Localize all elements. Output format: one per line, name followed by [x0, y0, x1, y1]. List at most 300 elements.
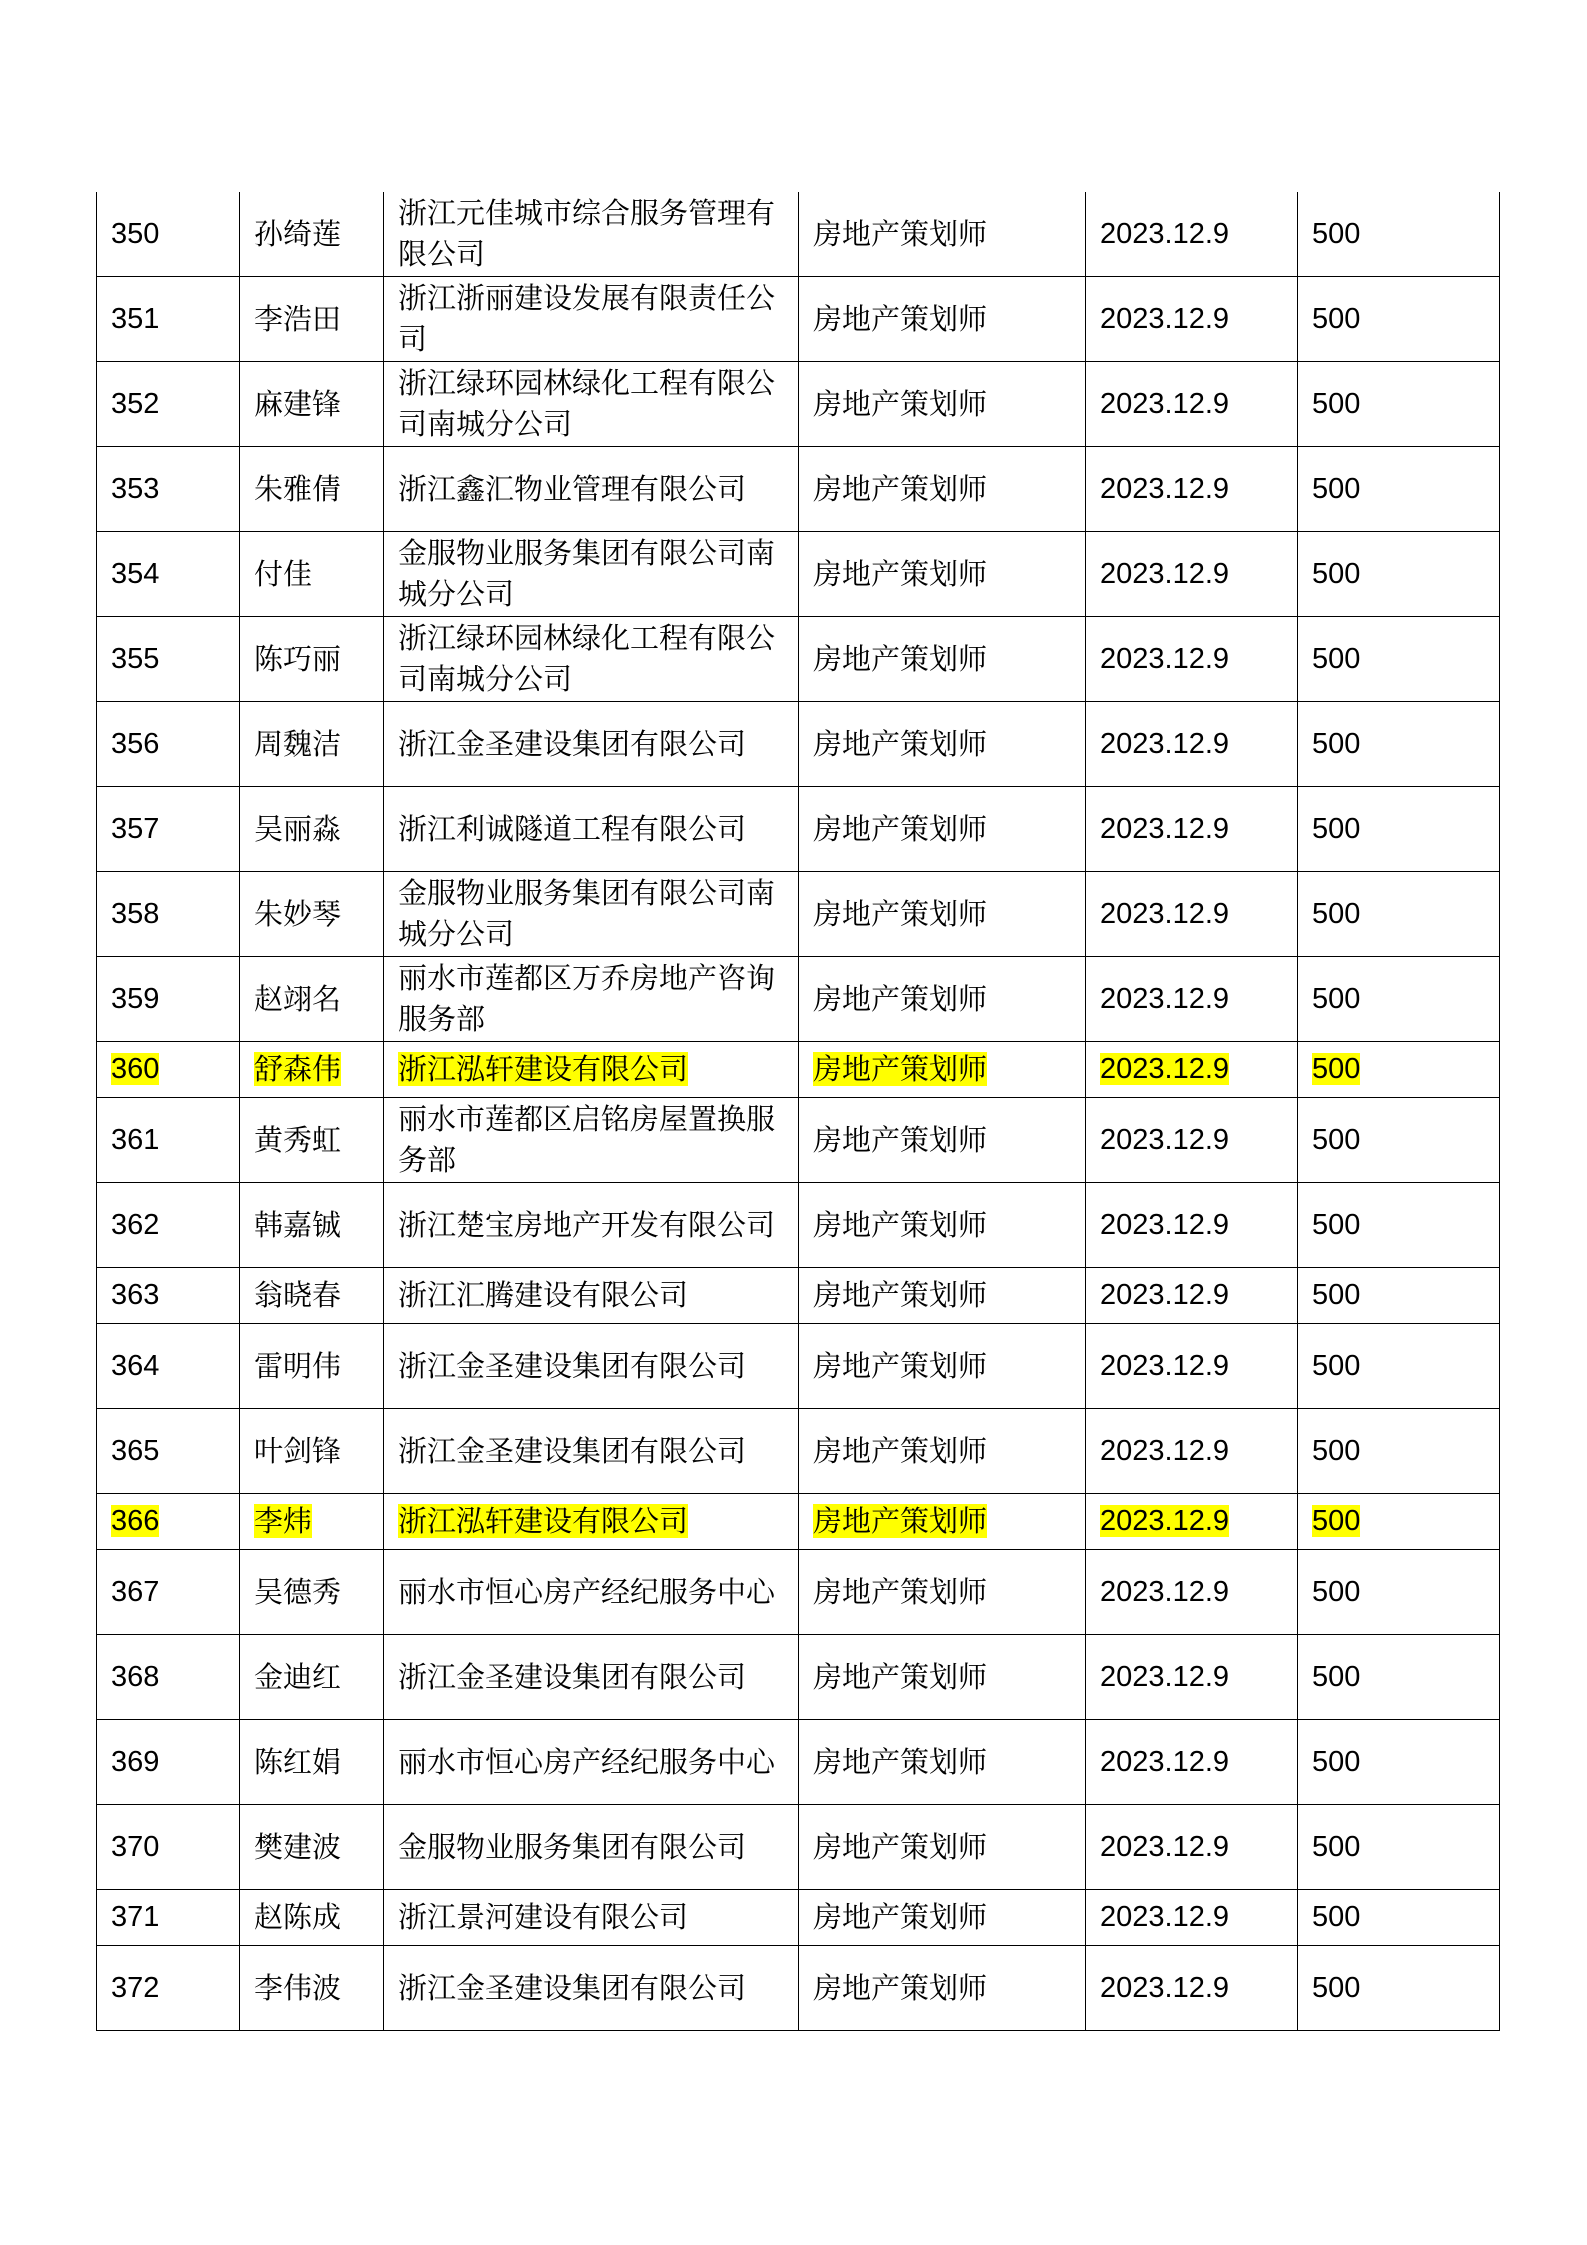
person-name: 陈红娟	[254, 1744, 342, 1779]
person-name-cell	[240, 1042, 384, 1098]
table-row	[97, 1268, 1500, 1324]
company-name: 浙江泓轩建设有限公司	[398, 1052, 689, 1086]
company-name-cell	[384, 447, 799, 532]
date: 2023.12.9	[1100, 1745, 1230, 1778]
date-cell	[1086, 872, 1298, 957]
amount: 500	[1312, 302, 1361, 335]
person-name: 周魏洁	[254, 726, 342, 761]
amount-cell	[1298, 1635, 1500, 1720]
person-name: 吴丽淼	[254, 811, 342, 846]
table-row	[97, 617, 1500, 702]
company-name-cell	[384, 1720, 799, 1805]
row-number-cell	[97, 1946, 240, 2031]
person-name-cell	[240, 617, 384, 702]
occupation: 房地产策划师	[813, 1744, 988, 1779]
occupation-cell	[799, 702, 1086, 787]
date-cell	[1086, 1494, 1298, 1550]
row-number: 365	[111, 1434, 160, 1467]
amount: 500	[1312, 812, 1361, 845]
date-cell	[1086, 957, 1298, 1042]
date: 2023.12.9	[1100, 897, 1230, 930]
occupation-cell	[799, 1946, 1086, 2031]
row-number-cell	[97, 277, 240, 362]
date: 2023.12.9	[1100, 982, 1230, 1015]
subsidy-roster-table	[96, 192, 1500, 2031]
table-row	[97, 1890, 1500, 1946]
amount: 500	[1312, 982, 1361, 1015]
amount-cell	[1298, 872, 1500, 957]
date: 2023.12.9	[1100, 1279, 1230, 1311]
person-name-cell	[240, 957, 384, 1042]
table-row	[97, 447, 1500, 532]
row-number: 356	[111, 727, 160, 760]
person-name-cell	[240, 447, 384, 532]
company-name-cell	[384, 872, 799, 957]
occupation: 房地产策划师	[813, 1207, 988, 1242]
date-cell	[1086, 192, 1298, 277]
amount-cell	[1298, 1268, 1500, 1324]
company-name: 浙江绿环园林绿化工程有限公司南城分公司	[398, 366, 776, 441]
row-number-cell	[97, 532, 240, 617]
row-number-cell	[97, 617, 240, 702]
amount: 500	[1312, 1123, 1361, 1156]
occupation-cell	[799, 192, 1086, 277]
amount-cell	[1298, 192, 1500, 277]
row-number: 361	[111, 1123, 160, 1156]
company-name: 浙江汇腾建设有限公司	[398, 1278, 689, 1312]
person-name: 雷明伟	[254, 1348, 342, 1383]
company-name: 浙江楚宝房地产开发有限公司	[398, 1207, 776, 1242]
amount-cell	[1298, 1183, 1500, 1268]
occupation-cell	[799, 787, 1086, 872]
occupation: 房地产策划师	[813, 896, 988, 931]
company-name-cell	[384, 702, 799, 787]
occupation: 房地产策划师	[813, 216, 988, 251]
date: 2023.12.9	[1100, 302, 1230, 335]
occupation-cell	[799, 277, 1086, 362]
occupation: 房地产策划师	[813, 1278, 988, 1312]
row-number-cell	[97, 957, 240, 1042]
row-number-cell	[97, 1324, 240, 1409]
row-number-cell	[97, 1409, 240, 1494]
date-cell	[1086, 1890, 1298, 1946]
row-number: 352	[111, 387, 160, 420]
date-cell	[1086, 702, 1298, 787]
company-name: 浙江景河建设有限公司	[398, 1900, 689, 1934]
amount: 500	[1312, 1279, 1361, 1311]
occupation: 房地产策划师	[813, 1433, 988, 1468]
amount: 500	[1312, 1053, 1361, 1085]
person-name: 金迪红	[254, 1659, 342, 1694]
person-name-cell	[240, 872, 384, 957]
row-number-cell	[97, 1183, 240, 1268]
company-name: 浙江利诚隧道工程有限公司	[398, 811, 747, 846]
occupation: 房地产策划师	[813, 641, 988, 676]
person-name: 李伟波	[254, 1970, 342, 2005]
date-cell	[1086, 447, 1298, 532]
occupation-cell	[799, 1890, 1086, 1946]
occupation-cell	[799, 532, 1086, 617]
company-name: 丽水市莲都区启铭房屋置换服务部	[398, 1102, 776, 1177]
amount: 500	[1312, 1830, 1361, 1863]
person-name: 付佳	[254, 556, 313, 591]
row-number: 357	[111, 812, 160, 845]
company-name-cell	[384, 1635, 799, 1720]
occupation-cell	[799, 1098, 1086, 1183]
company-name-cell	[384, 617, 799, 702]
company-name: 浙江绿环园林绿化工程有限公司南城分公司	[398, 621, 776, 696]
person-name: 吴德秀	[254, 1574, 342, 1609]
company-name-cell	[384, 277, 799, 362]
table-row	[97, 1098, 1500, 1183]
occupation-cell	[799, 957, 1086, 1042]
date: 2023.12.9	[1100, 1123, 1230, 1156]
company-name-cell	[384, 1098, 799, 1183]
person-name: 韩嘉铖	[254, 1207, 342, 1242]
occupation-cell	[799, 447, 1086, 532]
table-row	[97, 1042, 1500, 1098]
date: 2023.12.9	[1100, 557, 1230, 590]
amount-cell	[1298, 957, 1500, 1042]
person-name: 赵陈成	[254, 1900, 342, 1934]
row-number-cell	[97, 787, 240, 872]
row-number: 350	[111, 217, 160, 250]
row-number: 369	[111, 1745, 160, 1778]
date: 2023.12.9	[1100, 1830, 1230, 1863]
amount: 500	[1312, 472, 1361, 505]
row-number-cell	[97, 1098, 240, 1183]
date: 2023.12.9	[1100, 1053, 1230, 1085]
occupation-cell	[799, 1409, 1086, 1494]
company-name-cell	[384, 1183, 799, 1268]
date-cell	[1086, 362, 1298, 447]
company-name-cell	[384, 192, 799, 277]
company-name: 浙江泓轩建设有限公司	[398, 1504, 689, 1538]
person-name: 李浩田	[254, 301, 342, 336]
table-row	[97, 1494, 1500, 1550]
occupation-cell	[799, 617, 1086, 702]
date: 2023.12.9	[1100, 387, 1230, 420]
occupation: 房地产策划师	[813, 811, 988, 846]
date: 2023.12.9	[1100, 812, 1230, 845]
row-number: 354	[111, 557, 160, 590]
person-name: 叶剑锋	[254, 1433, 342, 1468]
occupation: 房地产策划师	[813, 1122, 988, 1157]
company-name-cell	[384, 1324, 799, 1409]
amount: 500	[1312, 727, 1361, 760]
occupation-cell	[799, 1042, 1086, 1098]
date-cell	[1086, 1098, 1298, 1183]
amount-cell	[1298, 1098, 1500, 1183]
amount-cell	[1298, 1324, 1500, 1409]
person-name: 陈巧丽	[254, 641, 342, 676]
occupation-cell	[799, 1183, 1086, 1268]
company-name: 金服物业服务集团有限公司南城分公司	[398, 536, 776, 611]
amount-cell	[1298, 1946, 1500, 2031]
person-name-cell	[240, 1098, 384, 1183]
date-cell	[1086, 1409, 1298, 1494]
company-name-cell	[384, 532, 799, 617]
occupation: 房地产策划师	[813, 471, 988, 506]
date-cell	[1086, 617, 1298, 702]
row-number-cell	[97, 1042, 240, 1098]
row-number: 355	[111, 642, 160, 675]
date-cell	[1086, 277, 1298, 362]
amount: 500	[1312, 387, 1361, 420]
company-name: 浙江金圣建设集团有限公司	[398, 1659, 747, 1694]
table-row	[97, 1550, 1500, 1635]
person-name-cell	[240, 1494, 384, 1550]
amount: 500	[1312, 1349, 1361, 1382]
date-cell	[1086, 787, 1298, 872]
person-name: 孙绮莲	[254, 216, 342, 251]
person-name-cell	[240, 1550, 384, 1635]
company-name-cell	[384, 1946, 799, 2031]
row-number: 366	[111, 1505, 160, 1537]
row-number: 363	[111, 1279, 160, 1311]
occupation-cell	[799, 1635, 1086, 1720]
table-row	[97, 1635, 1500, 1720]
occupation: 房地产策划师	[813, 981, 988, 1016]
company-name: 丽水市恒心房产经纪服务中心	[398, 1574, 776, 1609]
occupation-cell	[799, 1720, 1086, 1805]
table-row	[97, 1409, 1500, 1494]
date-cell	[1086, 1042, 1298, 1098]
row-number: 372	[111, 1971, 160, 2004]
person-name-cell	[240, 1409, 384, 1494]
amount: 500	[1312, 642, 1361, 675]
occupation-cell	[799, 362, 1086, 447]
table-row	[97, 1183, 1500, 1268]
date-cell	[1086, 1550, 1298, 1635]
person-name-cell	[240, 787, 384, 872]
date-cell	[1086, 1720, 1298, 1805]
occupation: 房地产策划师	[813, 1348, 988, 1383]
date-cell	[1086, 1946, 1298, 2031]
amount-cell	[1298, 1550, 1500, 1635]
row-number: 362	[111, 1208, 160, 1241]
company-name-cell	[384, 957, 799, 1042]
occupation: 房地产策划师	[813, 1970, 988, 2005]
row-number-cell	[97, 1805, 240, 1890]
table-row	[97, 787, 1500, 872]
row-number: 353	[111, 472, 160, 505]
occupation: 房地产策划师	[813, 1574, 988, 1609]
amount-cell	[1298, 277, 1500, 362]
row-number-cell	[97, 702, 240, 787]
person-name-cell	[240, 1635, 384, 1720]
amount-cell	[1298, 1890, 1500, 1946]
company-name-cell	[384, 1550, 799, 1635]
table-row	[97, 1324, 1500, 1409]
row-number-cell	[97, 362, 240, 447]
amount: 500	[1312, 1745, 1361, 1778]
amount-cell	[1298, 1042, 1500, 1098]
date-cell	[1086, 1268, 1298, 1324]
amount: 500	[1312, 1901, 1361, 1933]
person-name-cell	[240, 1268, 384, 1324]
occupation-cell	[799, 872, 1086, 957]
person-name: 樊建波	[254, 1829, 342, 1864]
person-name: 舒森伟	[254, 1052, 342, 1086]
date: 2023.12.9	[1100, 1505, 1230, 1537]
person-name: 翁晓春	[254, 1278, 342, 1312]
company-name: 浙江鑫汇物业管理有限公司	[398, 471, 747, 506]
person-name-cell	[240, 702, 384, 787]
amount-cell	[1298, 1409, 1500, 1494]
person-name: 麻建锋	[254, 386, 342, 421]
date: 2023.12.9	[1100, 1349, 1230, 1382]
person-name: 赵翊名	[254, 981, 342, 1016]
date: 2023.12.9	[1100, 727, 1230, 760]
amount-cell	[1298, 447, 1500, 532]
company-name: 浙江金圣建设集团有限公司	[398, 1970, 747, 2005]
occupation: 房地产策划师	[813, 386, 988, 421]
table-row	[97, 1720, 1500, 1805]
occupation: 房地产策划师	[813, 1829, 988, 1864]
date: 2023.12.9	[1100, 1971, 1230, 2004]
amount-cell	[1298, 1494, 1500, 1550]
amount-cell	[1298, 1720, 1500, 1805]
occupation: 房地产策划师	[813, 726, 988, 761]
company-name: 浙江金圣建设集团有限公司	[398, 726, 747, 761]
amount: 500	[1312, 1434, 1361, 1467]
row-number: 370	[111, 1830, 160, 1863]
row-number-cell	[97, 192, 240, 277]
company-name: 浙江元佳城市综合服务管理有限公司	[398, 196, 776, 271]
amount: 500	[1312, 1660, 1361, 1693]
occupation-cell	[799, 1268, 1086, 1324]
company-name: 丽水市恒心房产经纪服务中心	[398, 1744, 776, 1779]
person-name-cell	[240, 1946, 384, 2031]
date-cell	[1086, 532, 1298, 617]
amount: 500	[1312, 217, 1361, 250]
date-cell	[1086, 1635, 1298, 1720]
occupation: 房地产策划师	[813, 1659, 988, 1694]
row-number-cell	[97, 1550, 240, 1635]
company-name-cell	[384, 1268, 799, 1324]
date: 2023.12.9	[1100, 642, 1230, 675]
company-name: 浙江金圣建设集团有限公司	[398, 1348, 747, 1383]
person-name-cell	[240, 1720, 384, 1805]
amount-cell	[1298, 362, 1500, 447]
occupation: 房地产策划师	[813, 1900, 988, 1934]
date: 2023.12.9	[1100, 1575, 1230, 1608]
amount: 500	[1312, 1575, 1361, 1608]
table-row	[97, 362, 1500, 447]
amount: 500	[1312, 897, 1361, 930]
row-number: 364	[111, 1349, 160, 1382]
table-row	[97, 1805, 1500, 1890]
company-name: 浙江浙丽建设发展有限责任公司	[398, 281, 776, 356]
date: 2023.12.9	[1100, 1434, 1230, 1467]
company-name-cell	[384, 362, 799, 447]
row-number-cell	[97, 1494, 240, 1550]
row-number-cell	[97, 1635, 240, 1720]
person-name-cell	[240, 277, 384, 362]
occupation: 房地产策划师	[813, 1504, 988, 1538]
table-row	[97, 702, 1500, 787]
company-name-cell	[384, 1042, 799, 1098]
row-number-cell	[97, 1268, 240, 1324]
amount-cell	[1298, 1805, 1500, 1890]
person-name-cell	[240, 1890, 384, 1946]
table-row	[97, 872, 1500, 957]
date: 2023.12.9	[1100, 1901, 1230, 1933]
occupation: 房地产策划师	[813, 556, 988, 591]
date: 2023.12.9	[1100, 1208, 1230, 1241]
company-name: 丽水市莲都区万乔房地产咨询服务部	[398, 961, 776, 1036]
company-name: 浙江金圣建设集团有限公司	[398, 1433, 747, 1468]
row-number: 351	[111, 302, 160, 335]
table-row	[97, 192, 1500, 277]
row-number-cell	[97, 872, 240, 957]
occupation-cell	[799, 1550, 1086, 1635]
person-name-cell	[240, 1324, 384, 1409]
person-name: 李炜	[254, 1504, 313, 1538]
date-cell	[1086, 1805, 1298, 1890]
amount: 500	[1312, 1505, 1361, 1537]
row-number-cell	[97, 1720, 240, 1805]
person-name: 黄秀虹	[254, 1122, 342, 1157]
table-row	[97, 277, 1500, 362]
person-name: 朱妙琴	[254, 896, 342, 931]
amount-cell	[1298, 617, 1500, 702]
amount-cell	[1298, 532, 1500, 617]
row-number: 368	[111, 1660, 160, 1693]
person-name: 朱雅倩	[254, 471, 342, 506]
table-row	[97, 957, 1500, 1042]
row-number: 359	[111, 982, 160, 1015]
table-row	[97, 1946, 1500, 2031]
amount-cell	[1298, 702, 1500, 787]
company-name-cell	[384, 1890, 799, 1946]
date-cell	[1086, 1324, 1298, 1409]
company-name-cell	[384, 787, 799, 872]
person-name-cell	[240, 362, 384, 447]
date: 2023.12.9	[1100, 472, 1230, 505]
date: 2023.12.9	[1100, 1660, 1230, 1693]
amount: 500	[1312, 1208, 1361, 1241]
person-name-cell	[240, 532, 384, 617]
date: 2023.12.9	[1100, 217, 1230, 250]
row-number-cell	[97, 447, 240, 532]
date-cell	[1086, 1183, 1298, 1268]
person-name-cell	[240, 1805, 384, 1890]
amount: 500	[1312, 1971, 1361, 2004]
occupation-cell	[799, 1324, 1086, 1409]
occupation-cell	[799, 1805, 1086, 1890]
person-name-cell	[240, 192, 384, 277]
occupation: 房地产策划师	[813, 1052, 988, 1086]
row-number: 358	[111, 897, 160, 930]
occupation-cell	[799, 1494, 1086, 1550]
row-number: 367	[111, 1575, 160, 1608]
occupation: 房地产策划师	[813, 301, 988, 336]
company-name: 金服物业服务集团有限公司南城分公司	[398, 876, 776, 951]
company-name-cell	[384, 1494, 799, 1550]
table-row	[97, 532, 1500, 617]
company-name-cell	[384, 1409, 799, 1494]
company-name-cell	[384, 1805, 799, 1890]
table-body	[97, 192, 1500, 2031]
person-name-cell	[240, 1183, 384, 1268]
row-number: 371	[111, 1901, 160, 1933]
company-name: 金服物业服务集团有限公司	[398, 1829, 747, 1864]
row-number-cell	[97, 1890, 240, 1946]
amount-cell	[1298, 787, 1500, 872]
amount: 500	[1312, 557, 1361, 590]
